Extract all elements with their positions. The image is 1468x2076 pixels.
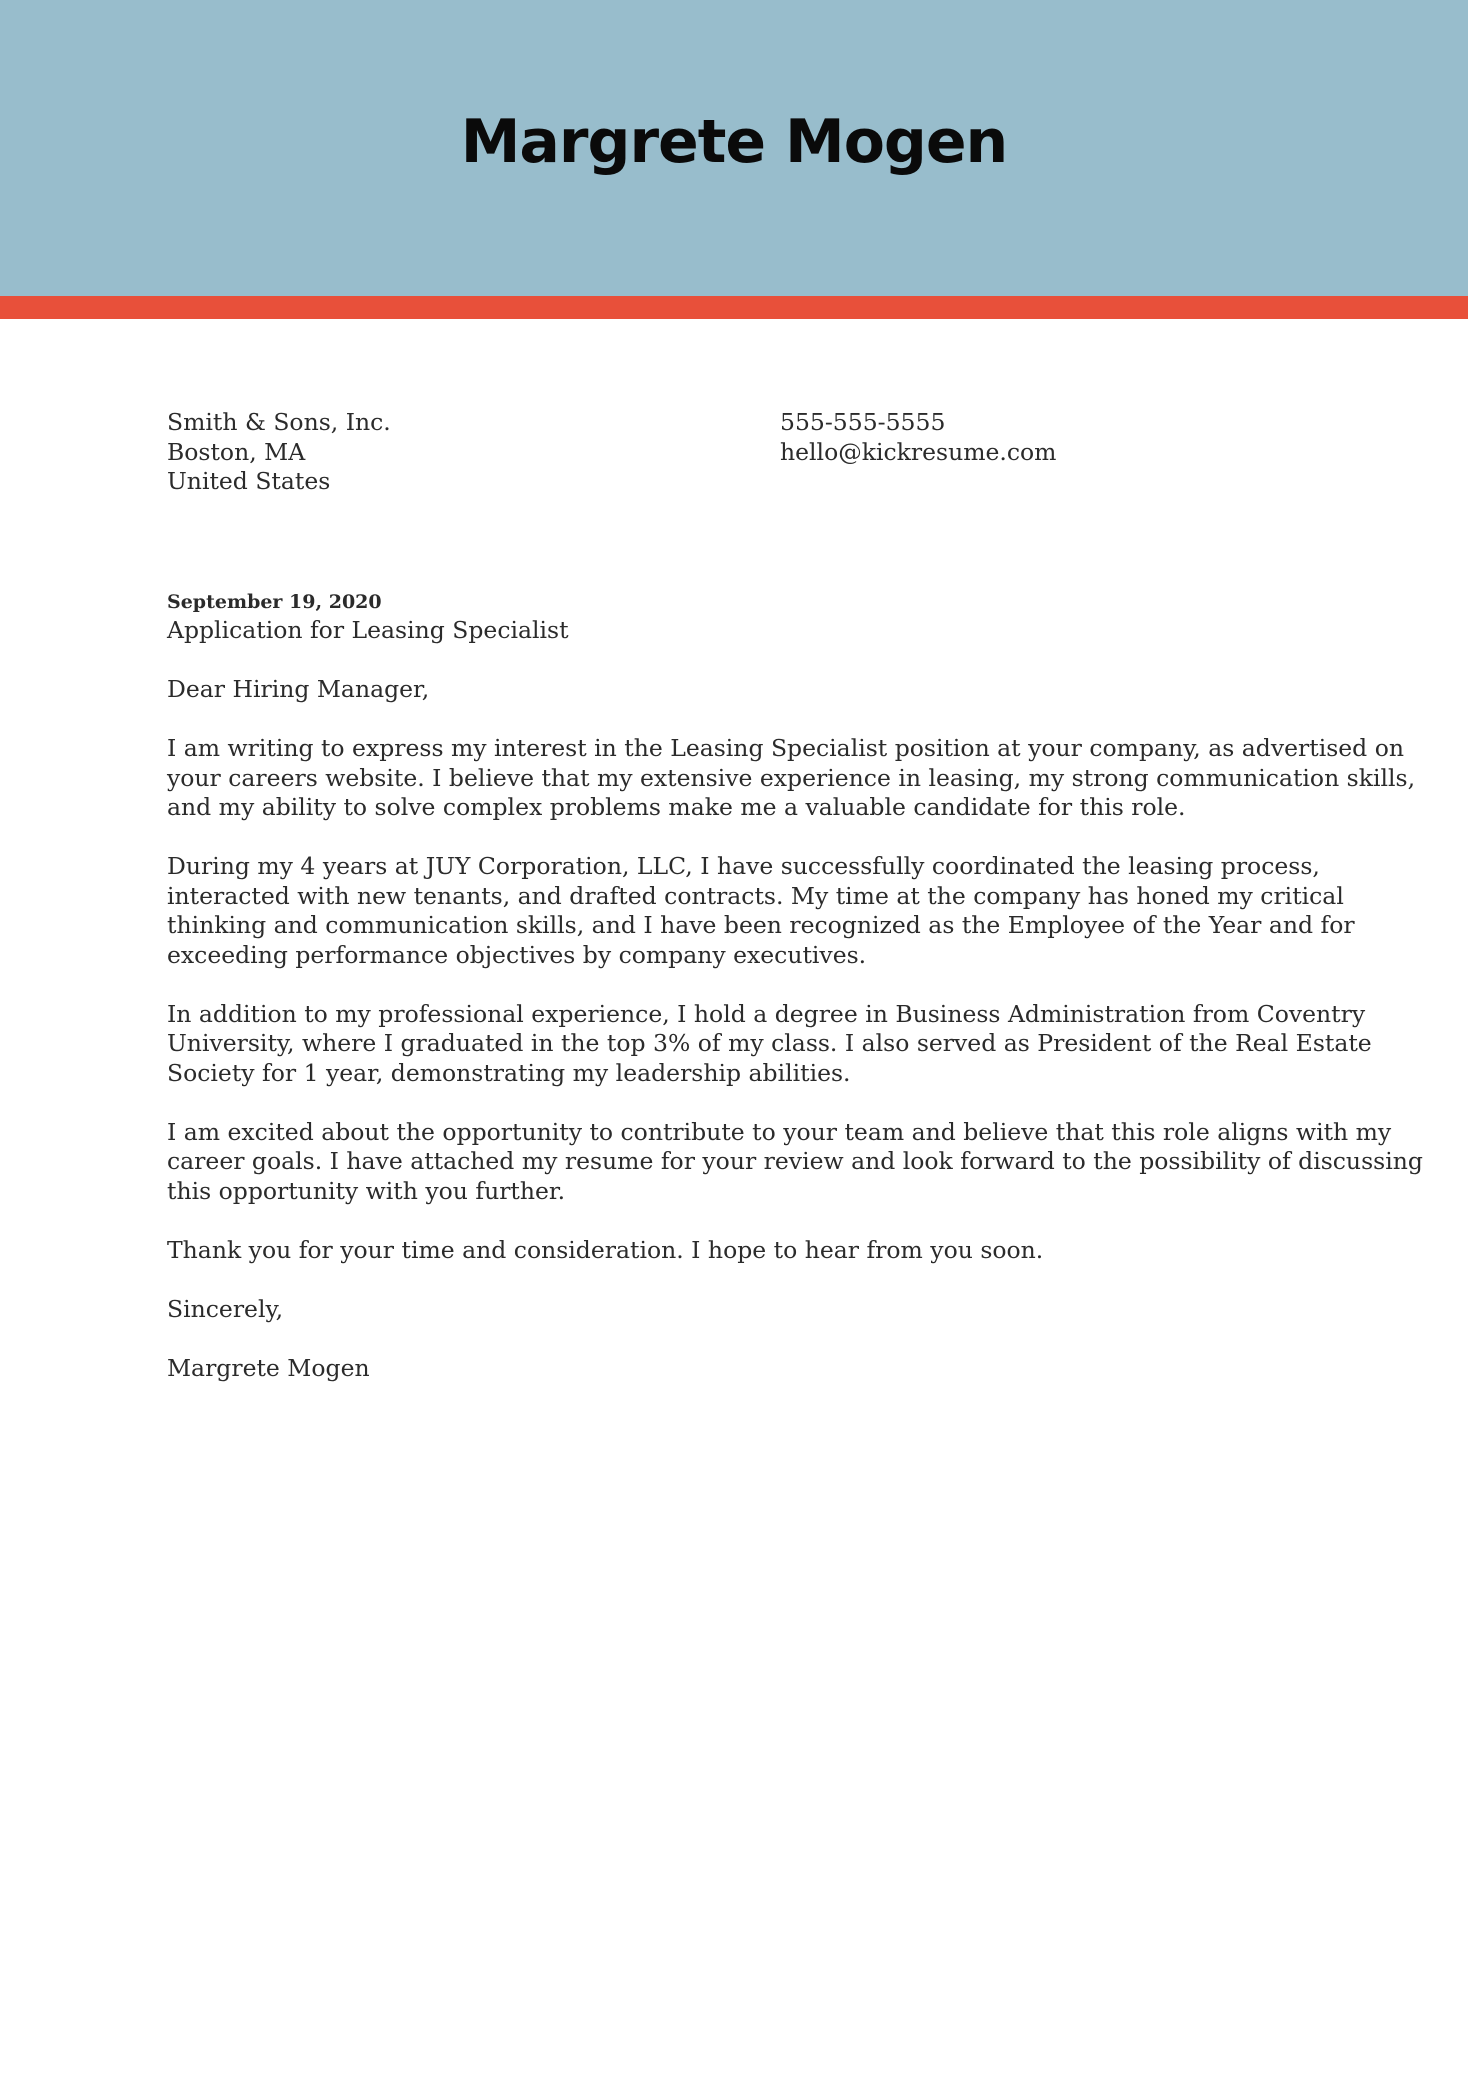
header-accent-stripe xyxy=(0,296,1468,319)
recipient-address xyxy=(167,408,391,497)
letter-body xyxy=(167,588,1423,1383)
closing-note: Thank you for your time and consideration. I hope to hear from you soon. xyxy=(167,1235,1044,1264)
letter-date: September 19, 2020 xyxy=(167,591,382,613)
recipient-company: Smith & Sons, Inc. xyxy=(167,408,391,436)
salutation: Dear Hiring Manager, xyxy=(167,675,430,703)
paragraph-4 xyxy=(167,1117,1423,1207)
letter-subject: Application for Leasing Specialist xyxy=(167,616,569,644)
recipient-country: United States xyxy=(167,467,331,495)
paragraph-line: In addition to my professional experience, I hold a degree in Business Administration from Coventry xyxy=(167,999,1366,1028)
email-address: hello@kickresume.com xyxy=(780,437,1057,466)
paragraph-line: this opportunity with you further. xyxy=(167,1176,566,1205)
paragraph-line: I am writing to express my interest in the Leasing Specialist position at your company, as advertised on xyxy=(167,734,1404,762)
paragraph-3 xyxy=(167,999,1372,1089)
paragraph-line: During my 4 years at JUY Corporation, LLC, I have successfully coordinated the leasing process, xyxy=(167,852,1320,880)
paragraph-line: University, where I graduated in the top 3% of my class. I also served as President of the Real Estate xyxy=(167,1029,1372,1057)
paragraph-line: exceeding performance objectives by company executives. xyxy=(167,940,867,969)
sender-contact xyxy=(780,408,1056,467)
paragraph-line: and my ability to solve complex problems make me a valuable candidate for this role. xyxy=(167,793,1186,821)
paragraph-line: Society for 1 year, demonstrating my leadership abilities. xyxy=(167,1058,851,1087)
sign-off: Sincerely, xyxy=(167,1294,284,1323)
applicant-name: Margrete Mogen xyxy=(460,107,1008,177)
phone-number: 555-555-5555 xyxy=(780,408,946,436)
paragraph-line: your careers website. I believe that my extensive experience in leasing, my strong communication skills, xyxy=(167,763,1416,792)
paragraph-line: interacted with new tenants, and drafted contracts. My time at the company has honed my critical xyxy=(167,881,1344,910)
recipient-city: Boston, MA xyxy=(167,437,306,466)
paragraph-line: career goals. I have attached my resume for your review and look forward to the possibility of discussing xyxy=(167,1147,1423,1175)
paragraph-line: thinking and communication skills, and I have been recognized as the Employee of the Year and for xyxy=(167,911,1355,939)
paragraph-1 xyxy=(167,734,1416,823)
header-banner xyxy=(0,0,1468,296)
paragraph-2 xyxy=(167,852,1357,970)
paragraph-line: I am excited about the opportunity to contribute to your team and believe that this role aligns with my xyxy=(167,1117,1392,1146)
signature: Margrete Mogen xyxy=(167,1353,370,1382)
